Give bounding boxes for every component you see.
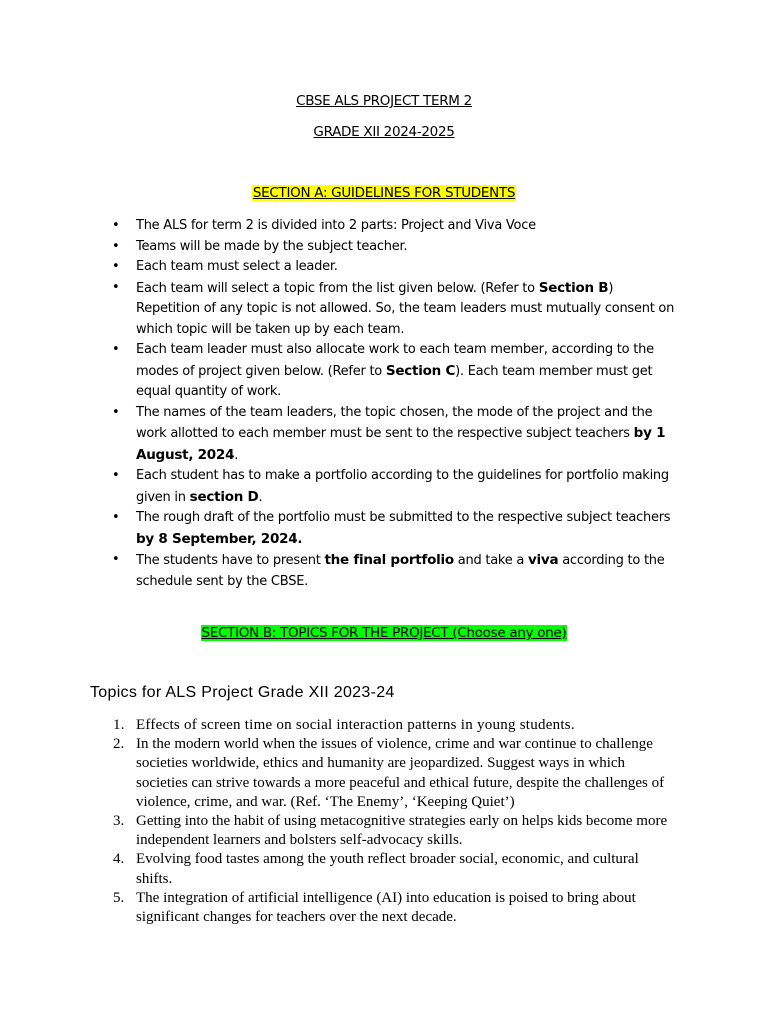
- topic-text: In the modern world when the issues of violence, crime and war continue to challenge societies worldwide, ethics and humanity are jeopardized. Suggest ways in which societies can strive towards a more peaceful and ethical future, despite the challenges of violence, crime, and war. (Ref. ‘The Enemy’, ‘Keeping Quiet’): [136, 736, 665, 810]
- topic-text: The integration of artificial intelligence (AI) into education is poised to bring about significant changes for teachers over the next decade.: [136, 889, 636, 926]
- topic-text: Effects of screen time on social interaction patterns in young students.: [136, 717, 575, 733]
- bullet-icon: •: [112, 279, 120, 295]
- section-b-heading: [0, 625, 768, 641]
- topic-item: [0, 889, 768, 927]
- topic-item: [0, 812, 768, 850]
- guideline-text: The names of the team leaders, the topic chosen, the mode of the project and the work allotted to each member must be sent to the respective subject teachers: [136, 404, 653, 441]
- bullet-icon: •: [112, 259, 120, 274]
- guideline-item: [0, 278, 768, 341]
- guideline-text: .: [234, 447, 239, 463]
- topic-number: 1.: [113, 717, 125, 733]
- guideline-text: The students have to present: [136, 553, 325, 568]
- topics-heading: Topics for ALS Project Grade XII 2023-24: [90, 684, 395, 701]
- bullet-icon: •: [112, 218, 120, 233]
- guideline-text: ) Repetition of any topic is not allowed. So, the team leaders must mutually consent on which topic will be taken up by each team.: [136, 280, 675, 337]
- bullet-icon: •: [112, 468, 120, 483]
- guideline-emphasis: by 1 August, 2024: [136, 425, 666, 463]
- guideline-text: The ALS for term 2 is divided into 2 parts: Project and Viva Voce: [136, 218, 536, 233]
- guideline-text: Each team must select a leader.: [136, 259, 338, 274]
- guideline-item: [0, 340, 768, 403]
- guideline-text: The rough draft of the portfolio must be submitted to the respective subject teachers: [136, 510, 671, 525]
- guideline-item: [0, 257, 768, 278]
- section-a-heading: [0, 185, 768, 201]
- topic-number: 4.: [113, 851, 125, 868]
- topics-list: [0, 716, 768, 927]
- bullet-icon: •: [112, 552, 120, 567]
- guideline-text: Each team will select a topic from the list given below. (Refer to: [136, 280, 539, 296]
- document-subtitle: GRADE XII 2024-2025: [313, 124, 455, 140]
- guideline-text: Each team leader must also allocate work to each team member, according to the modes of project given below. (Refer to: [136, 342, 654, 379]
- guideline-item: [0, 237, 768, 258]
- bullet-icon: •: [112, 404, 120, 420]
- guideline-item: [0, 216, 768, 237]
- guideline-emphasis: section D: [189, 488, 259, 505]
- guideline-text: Teams will be made by the subject teacher.: [136, 238, 408, 254]
- topic-item: [0, 735, 768, 812]
- topic-number: 3.: [113, 813, 125, 830]
- topic-item: [0, 850, 768, 888]
- topic-number: 5.: [113, 889, 125, 906]
- document-title: CBSE ALS PROJECT TERM 2: [296, 93, 472, 109]
- guideline-emphasis: the final portfolio: [324, 552, 454, 568]
- bullet-icon: •: [112, 238, 120, 254]
- bullet-icon: •: [112, 510, 120, 525]
- guidelines-list: [0, 216, 768, 592]
- guideline-text: .: [258, 489, 263, 505]
- bullet-icon: •: [112, 342, 120, 357]
- guideline-emphasis: viva: [527, 552, 559, 568]
- guideline-text: Each student has to make a portfolio according to the guidelines for portfolio making given in: [136, 468, 669, 505]
- guideline-item: [0, 466, 768, 508]
- guideline-item: [0, 508, 768, 550]
- guideline-item: [0, 403, 768, 467]
- section-b-heading-text: SECTION B: TOPICS FOR THE PROJECT (Choose any one): [201, 625, 567, 641]
- topic-number: 2.: [113, 736, 125, 753]
- guideline-emphasis: Section C: [385, 362, 456, 379]
- guideline-item: [0, 550, 768, 592]
- topic-text: Evolving food tastes among the youth reflect broader social, economic, and cultural shifts.: [136, 851, 639, 887]
- guideline-emphasis: by 8 September, 2024.: [136, 530, 303, 547]
- guideline-text: ). Each team member must get equal quantity of work.: [136, 363, 653, 399]
- guideline-text: and take a: [453, 553, 528, 568]
- guideline-emphasis: Section B: [538, 279, 609, 296]
- topic-item: [0, 716, 768, 735]
- topic-text: Getting into the habit of using metacognitive strategies early on helps kids become more independent learners and bolsters self-advocacy skills.: [136, 813, 668, 849]
- guideline-text: according to the schedule sent by the CBSE.: [136, 553, 665, 589]
- section-a-heading-text: SECTION A: GUIDELINES FOR STUDENTS: [252, 185, 516, 201]
